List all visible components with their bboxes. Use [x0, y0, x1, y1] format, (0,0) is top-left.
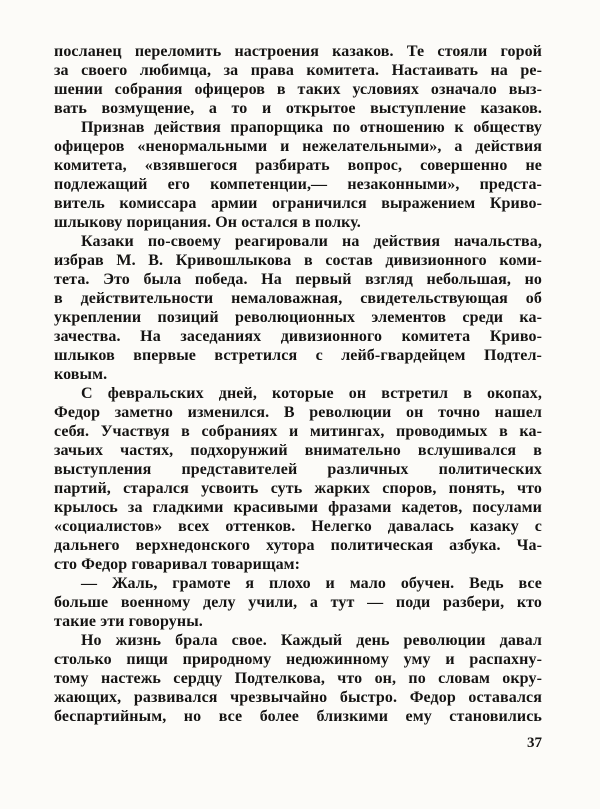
text-line: за своего любимца, за права комитета. Настаивать на ре- [54, 62, 542, 79]
paragraph-6 [54, 631, 542, 726]
text-line: зачества. На заседаниях дивизионного комитета Криво- [54, 328, 542, 345]
paragraph-4 [54, 384, 542, 574]
paragraph-1 [54, 42, 542, 118]
text-line: комитета, «взявшегося разбирать вопрос, совершенно не [54, 157, 542, 174]
text-line: такие эти говоруны. [54, 613, 203, 630]
text-line: офицеров «ненормальными и нежелательными», а действия [54, 138, 542, 155]
paragraph-2 [54, 118, 542, 232]
text-line: витель комиссара армии ограничился выражением Криво- [54, 195, 542, 212]
page-number: 37 [527, 735, 542, 751]
text-line: — Жаль, грамоте я плохо и мало обучен. Ведь все [81, 575, 542, 592]
text-line: тета. Это была победа. На первый взгляд небольшая, но [54, 271, 542, 288]
text-line: С февральских дней, которые он встретил в окопах, [81, 385, 542, 402]
text-line: дальнего верхнедонского хутора политическая азбука. Ча- [54, 537, 542, 554]
text-line: шении собрания офицеров в таких условиях означало выз- [54, 81, 542, 98]
text-line: Казаки по-своему реагировали на действия начальства, [81, 233, 542, 250]
text-line: вать возмущение, а то и открытое выступление казаков. [54, 100, 542, 117]
text-line: выступления представителей различных политических [54, 461, 542, 478]
paragraph-5-dialogue [54, 574, 542, 631]
text-line: жающих, развивался чрезвычайно быстро. Федор оставался [54, 689, 542, 706]
text-line: Признав действия прапорщика по отношению к обществу [81, 119, 542, 136]
text-line: Но жизнь брала свое. Каждый день революции давал [81, 632, 542, 649]
text-line: шлыков впервые встретился с лейб-гвардейцем Подтел- [54, 347, 542, 364]
text-line: избрав М. В. Кривошлыкова в состав дивизионного коми- [54, 252, 542, 269]
text-line: укреплении позиций революционных элементов среди ка- [54, 309, 542, 326]
text-line: в действительности немаловажная, свидетельствующая об [54, 290, 542, 307]
text-line: подлежащий его компетенции,— незаконными», предста- [54, 176, 542, 193]
text-line: партий, старался усвоить суть жарких споров, понять, что [54, 480, 542, 497]
text-line: крылось за гладкими красивыми фразами кадетов, посулами [54, 499, 542, 516]
text-line: «социалистов» всех оттенков. Нелегко давалась казаку с [54, 518, 542, 535]
text-line: больше военному делу учили, а тут — поди разбери, кто [54, 594, 542, 611]
text-line: посланец переломить настроения казаков. Те стояли горой [54, 43, 542, 60]
text-line: зачьих частях, подхорунжий внимательно вслушивался в [54, 442, 542, 459]
text-line: столько пищи природному недюжинному уму и распахну- [54, 651, 542, 668]
text-line: беспартийным, но все более близкими ему становились [54, 708, 542, 725]
text-line: себя. Участвуя в собраниях и митингах, проводимых в ка- [54, 423, 542, 440]
text-block [54, 42, 542, 726]
text-line: сто Федор говаривал товарищам: [54, 556, 301, 573]
text-line: Федор заметно изменился. В революции он точно нашел [54, 404, 542, 421]
paragraph-3 [54, 232, 542, 384]
text-line: ковым. [54, 366, 108, 383]
text-line: шлыкову порицания. Он остался в полку. [54, 214, 361, 231]
text-line: тому настежь сердцу Подтелкова, что он, по словам окру- [54, 670, 542, 687]
